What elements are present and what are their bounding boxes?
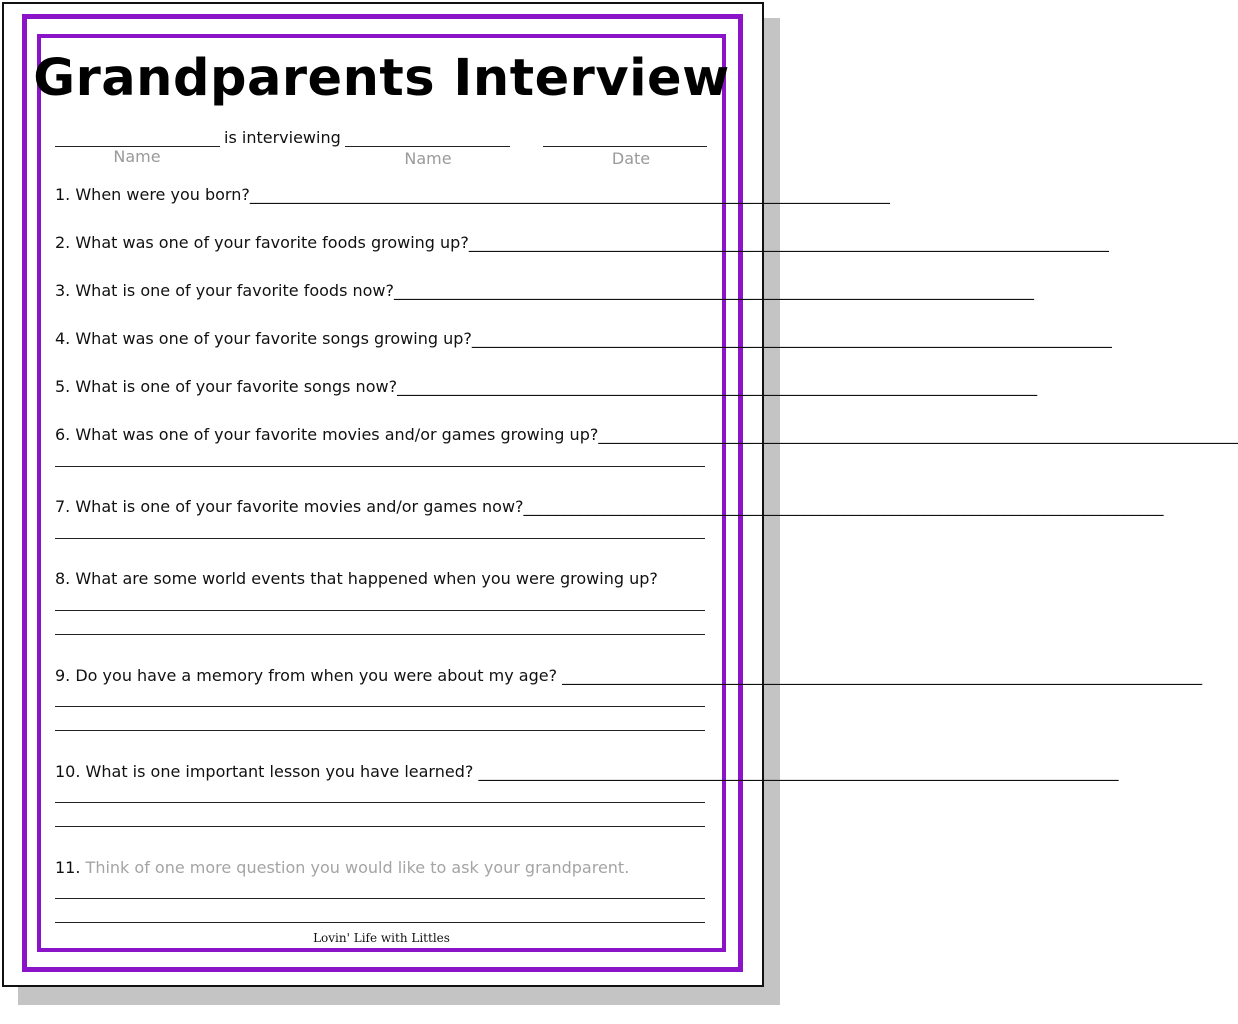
question-2 [55,232,1109,254]
footer-credit: Lovin' Life with Littles [313,931,450,945]
question-number: 6. [55,425,71,444]
interviewer-name-caption: Name [113,147,161,166]
question-1 [55,184,890,206]
interviewee-name-line[interactable] [345,146,510,147]
interviewee-name-caption: Name [404,149,452,168]
answer-line[interactable] [55,610,705,611]
is-interviewing-label: is interviewing [224,128,341,147]
question-number: 7. [55,497,71,516]
answer-line[interactable] [55,898,705,899]
question-text: What is one of your favorite foods now? [75,281,394,300]
page-title: Grandparents Interview [33,49,730,108]
answer-blank[interactable]: ________________________________________________________________________________ [598,425,1238,444]
question-number: 9. [55,666,71,685]
question-4 [55,328,1112,350]
answer-line[interactable] [55,538,705,539]
question-number: 11. [55,858,81,877]
answer-line[interactable] [55,802,705,803]
question-number: 10. [55,762,81,781]
question-number: 2. [55,233,71,252]
answer-line[interactable] [55,730,705,731]
answer-line[interactable] [55,634,705,635]
question-text: What was one of your favorite foods growing up? [75,233,469,252]
question-8 [55,568,707,590]
question-number: 4. [55,329,71,348]
question-5 [55,376,1038,398]
answer-blank[interactable]: ________________________________________________________________________________ [397,377,1038,396]
question-text: What was one of your favorite movies and/or games growing up? [75,425,599,444]
question-11 [55,857,707,879]
question-number: 1. [55,185,71,204]
date-line[interactable] [543,146,707,147]
date-caption: Date [611,149,651,168]
answer-line[interactable] [55,826,705,827]
answer-line[interactable] [55,922,705,923]
question-text: What is one important lesson you have learned? [85,762,474,781]
answer-blank[interactable]: ________________________________________________________________________________ [473,762,1119,781]
question-number: 3. [55,281,71,300]
question-number: 8. [55,569,71,588]
answer-line[interactable] [55,466,705,467]
question-number: 5. [55,377,71,396]
question-6 [55,424,1238,446]
question-text: What are some world events that happened when you were growing up? [75,569,658,588]
question-3 [55,280,1034,302]
question-text: What is one of your favorite songs now? [75,377,398,396]
answer-blank[interactable]: ________________________________________________________________________________ [394,281,1034,300]
question-text: What was one of your favorite songs growing up? [75,329,472,348]
question-text: What is one of your favorite movies and/or games now? [75,497,524,516]
answer-line[interactable] [55,706,705,707]
answer-blank[interactable]: ________________________________________________________________________________ [523,497,1164,516]
question-9 [55,665,1203,687]
question-text: Do you have a memory from when you were about my age? [75,666,558,685]
answer-blank[interactable]: ________________________________________________________________________________ [557,666,1203,685]
answer-blank[interactable]: ________________________________________________________________________________ [471,329,1112,348]
question-text: Think of one more question you would like to ask your grandparent. [85,858,630,877]
answer-blank[interactable]: ________________________________________________________________________________ [468,233,1109,252]
question-7 [55,496,1164,518]
question-text: When were you born? [75,185,250,204]
question-10 [55,761,1119,783]
answer-blank[interactable]: ________________________________________________________________________________ [249,185,890,204]
